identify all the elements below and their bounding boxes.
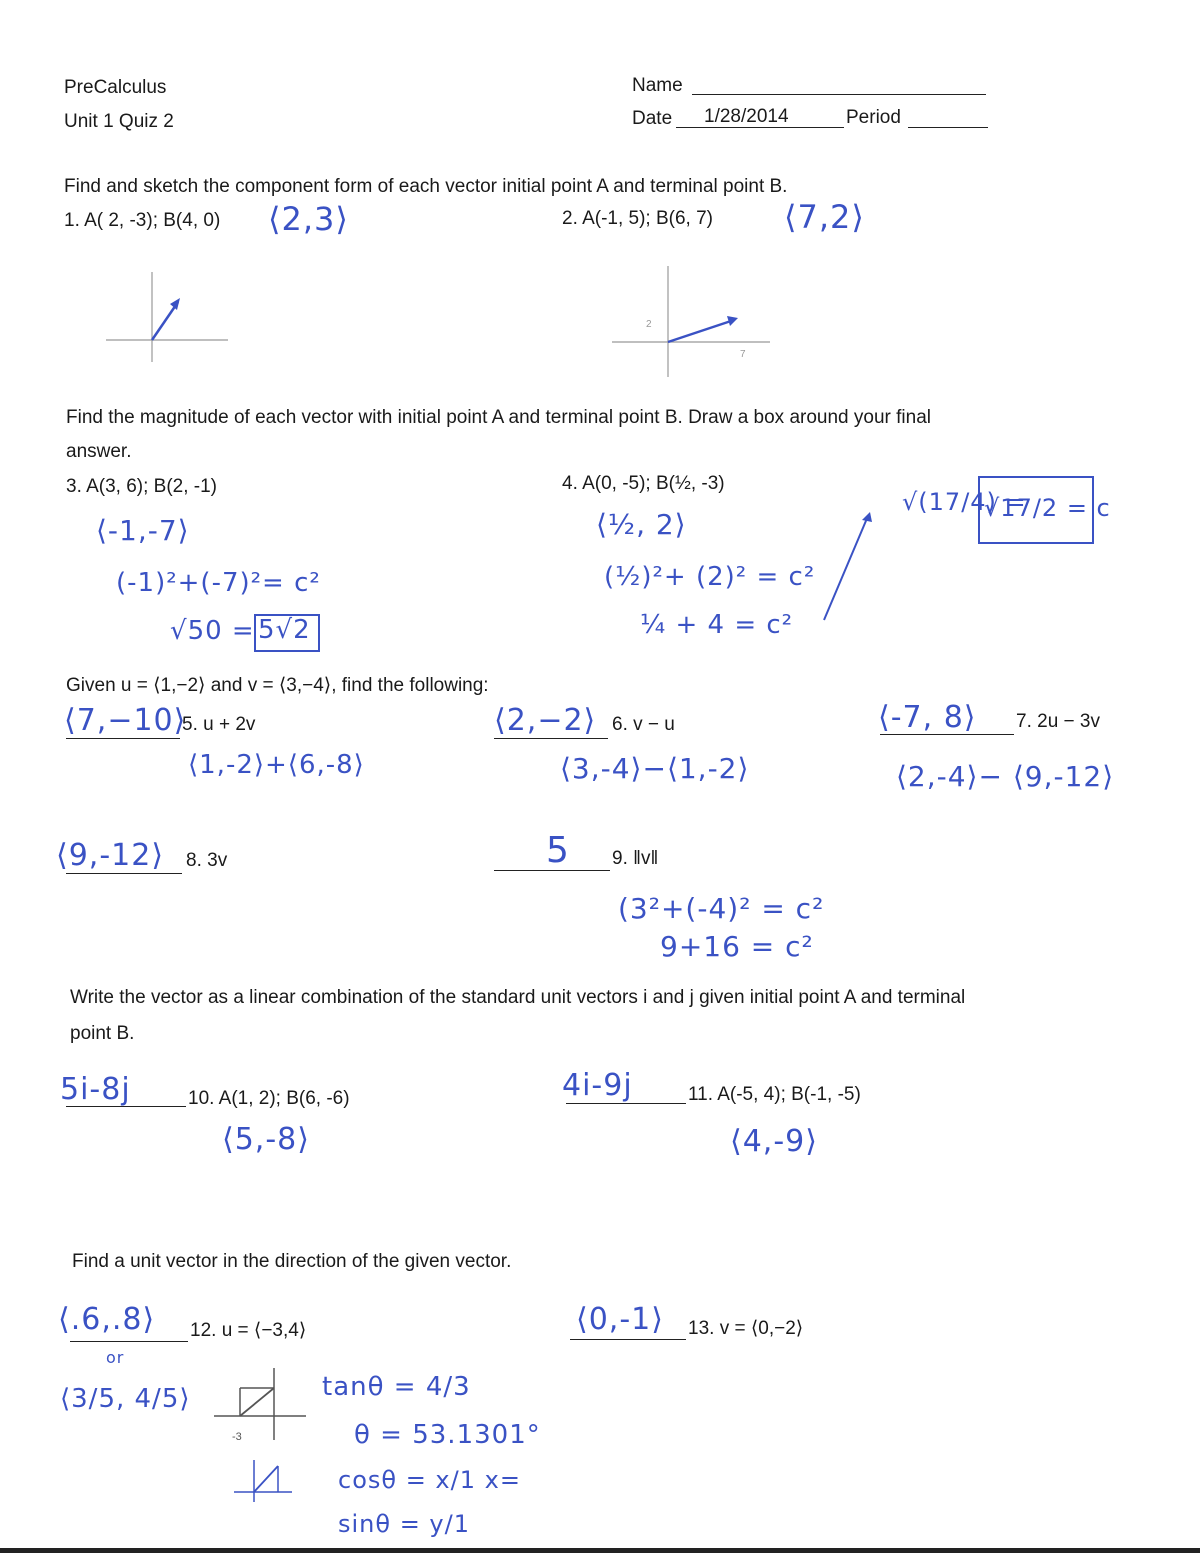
q3-work-2: (-1)²+(-7)²= c² <box>116 568 321 598</box>
q2-answer: ⟨7,2⟩ <box>784 198 865 236</box>
q5-work: ⟨1,-2⟩+⟨6,-8⟩ <box>188 750 365 780</box>
q3-prompt: 3. A(3, 6); B(2, -1) <box>66 476 217 497</box>
q2-prompt: 2. A(-1, 5); B(6, 7) <box>562 208 713 229</box>
q4-arrow <box>818 508 878 628</box>
q4-work-4: √(17/4) = <box>902 488 1027 516</box>
section3-given: Given u = ⟨1,−2⟩ and v = ⟨3,−4⟩, find the following: <box>66 675 489 696</box>
q9-work-1: (3²+(-4)² = c² <box>618 892 825 925</box>
q5-prompt: 5. u + 2v <box>182 714 256 735</box>
q9-answer: 5 <box>546 830 570 871</box>
period-label: Period <box>846 107 901 128</box>
q13-answer-line[interactable] <box>570 1339 686 1340</box>
q2-sketch-y-label: 2 <box>646 319 652 330</box>
q9-prompt: 9. ‖v‖ <box>612 848 659 869</box>
q3-work-1: ⟨-1,-7⟩ <box>96 514 190 547</box>
q7-prompt: 7. 2u − 3v <box>1016 711 1100 732</box>
q12-work-4: sinθ = y/1 <box>338 1510 470 1538</box>
q8-answer-line[interactable] <box>66 873 182 874</box>
q2-sketch-x-label: 7 <box>740 349 746 360</box>
q4-prompt: 4. A(0, -5); B(½, -3) <box>562 473 725 494</box>
q6-prompt: 6. v − u <box>612 714 675 735</box>
q8-answer: ⟨9,-12⟩ <box>56 838 165 873</box>
q12-sketch-label: -3 <box>232 1431 242 1443</box>
q12-prompt: 12. u = ⟨−3,4⟩ <box>190 1320 307 1341</box>
q12-alt-answer: ⟨3/5, 4/5⟩ <box>60 1384 191 1414</box>
section1-instructions: Find and sketch the component form of each vector initial point A and terminal point B. <box>64 176 788 197</box>
q4-work-3: ¼ + 4 = c² <box>640 610 794 640</box>
q1-answer: ⟨2,3⟩ <box>268 200 349 238</box>
section2-instructions: Find the magnitude of each vector with initial point A and terminal point B. Draw a box around your final <box>66 407 931 428</box>
q5-answer: ⟨7,−10⟩ <box>64 703 187 738</box>
q2-sketch <box>610 262 780 382</box>
q3-answer: 5√2 <box>258 615 311 645</box>
name-field[interactable] <box>692 94 986 95</box>
section4-instructions-cont: point B. <box>70 1023 135 1044</box>
section5-instructions: Find a unit vector in the direction of the given vector. <box>72 1251 512 1272</box>
course-title: PreCalculus <box>64 77 167 98</box>
period-field[interactable] <box>908 127 988 128</box>
q1-prompt: 1. A( 2, -3); B(4, 0) <box>64 210 221 231</box>
q11-work: ⟨4,-9⟩ <box>730 1124 818 1159</box>
q6-answer: ⟨2,−2⟩ <box>494 703 597 738</box>
q11-answer-line[interactable] <box>566 1103 686 1104</box>
q3-work-3: √50 = <box>170 616 255 646</box>
q10-answer: 5i-8j <box>60 1072 131 1107</box>
q4-answer: √17/2 = c <box>984 494 1111 522</box>
q9-work-2: 9+16 = c² <box>660 930 814 963</box>
date-value: 1/28/2014 <box>704 106 789 127</box>
q12-sketch-2 <box>232 1458 296 1506</box>
q8-prompt: 8. 3v <box>186 850 228 871</box>
date-label: Date <box>632 108 673 129</box>
q12-work-3: cosθ = x/1 x= <box>338 1466 521 1494</box>
q6-work: ⟨3,-4⟩−⟨1,-2⟩ <box>560 752 750 785</box>
q12-answer: ⟨.6,.8⟩ <box>58 1302 156 1337</box>
q12-sketch <box>210 1366 320 1446</box>
q1-sketch <box>100 262 240 372</box>
q5-answer-line[interactable] <box>66 738 180 739</box>
q4-work-2: (½)²+ (2)² = c² <box>604 562 816 592</box>
section4-instructions: Write the vector as a linear combination of the standard unit vectors i and j given initial point A and terminal <box>70 987 966 1008</box>
scan-edge <box>0 1548 1200 1553</box>
q10-prompt: 10. A(1, 2); B(6, -6) <box>188 1088 350 1109</box>
q7-work: ⟨2,-4⟩− ⟨9,-12⟩ <box>896 760 1115 793</box>
q12-work-1: tanθ = 4/3 <box>322 1372 471 1402</box>
section2-instructions-cont: answer. <box>66 441 132 462</box>
q4-work-1: ⟨½, 2⟩ <box>596 508 687 541</box>
q12-work-2: θ = 53.1301° <box>354 1420 541 1450</box>
q12-answer-line[interactable] <box>70 1341 188 1342</box>
quiz-title: Unit 1 Quiz 2 <box>64 111 174 132</box>
q10-work: ⟨5,-8⟩ <box>222 1122 310 1157</box>
name-label: Name <box>632 75 683 96</box>
q12-or: or <box>106 1348 125 1367</box>
q13-answer: ⟨0,-1⟩ <box>576 1302 664 1337</box>
q6-answer-line[interactable] <box>494 738 608 739</box>
q11-prompt: 11. A(-5, 4); B(-1, -5) <box>688 1084 861 1105</box>
q13-prompt: 13. v = ⟨0,−2⟩ <box>688 1318 804 1339</box>
q11-answer: 4i-9j <box>562 1068 633 1103</box>
q7-answer: ⟨-7, 8⟩ <box>878 700 977 735</box>
